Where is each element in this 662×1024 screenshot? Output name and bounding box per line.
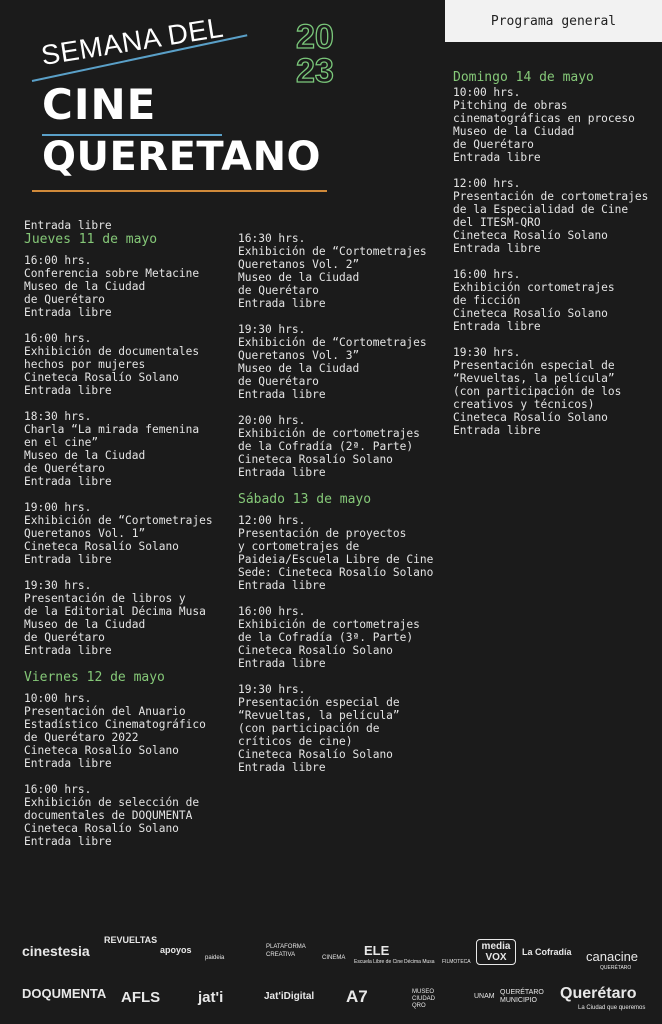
event-line: críticos de cine) — [238, 735, 353, 748]
event-item — [24, 783, 234, 848]
event-line: Entrada libre — [24, 757, 112, 770]
event-time: 16:30 hrs. — [238, 232, 306, 245]
event-line: Paideia/Escuela Libre de Cine — [238, 553, 434, 566]
logo-ele: ELE — [364, 943, 390, 958]
event-line: Cineteca Rosalío Solano — [24, 371, 179, 384]
event-line: Entrada libre — [24, 306, 112, 319]
event-line: de Querétaro — [238, 284, 319, 297]
event-time: 18:30 hrs. — [24, 410, 92, 423]
event-line: Cineteca Rosalío Solano — [238, 748, 393, 761]
event-item — [24, 410, 234, 488]
event-item — [238, 605, 448, 670]
logo-cinestesia: cinestesia — [22, 943, 90, 959]
event-line: Cineteca Rosalío Solano — [24, 744, 179, 757]
event-time: 12:00 hrs. — [453, 177, 521, 190]
event-item — [453, 86, 662, 164]
event-line: del ITESM-QRO — [453, 216, 541, 229]
event-time: 16:00 hrs. — [453, 268, 521, 281]
event-line: Museo de la Ciudad — [453, 125, 575, 138]
event-line: Presentación del Anuario — [24, 705, 186, 718]
event-time: 16:00 hrs. — [238, 605, 306, 618]
event-line: de la Especialidad de Cine — [453, 203, 629, 216]
logo-queretaro-caption: La Ciudad que queremos — [578, 1005, 646, 1011]
event-line: Entrada libre — [238, 297, 326, 310]
sponsor-logos — [0, 925, 662, 1024]
event-line: Charla “La mirada femenina — [24, 423, 200, 436]
logo-a7: A7 — [346, 987, 368, 1006]
event-line: y cortometrajes de — [238, 540, 360, 553]
logo-queretaro-municipio: QUERÉTARO MUNICIPIO — [500, 989, 544, 1004]
event-item — [24, 332, 234, 397]
event-item — [238, 414, 448, 479]
event-line: de Querétaro — [24, 462, 105, 475]
logo-revueltas: REVUELTAS — [104, 935, 158, 945]
event-line: Exhibición de cortometrajes — [238, 427, 420, 440]
event-line: Exhibición de cortometrajes — [238, 618, 420, 631]
event-time: 12:00 hrs. — [238, 514, 306, 527]
logo-afls: AFLS — [121, 989, 161, 1006]
logo-unam: UNAM — [474, 993, 495, 1000]
event-line: Estadístico Cinematográfico — [24, 718, 206, 731]
event-line: Entrada libre — [24, 553, 112, 566]
event-line: Cineteca Rosalío Solano — [24, 822, 179, 835]
event-line: Exhibición cortometrajes — [453, 281, 615, 294]
event-line: Museo de la Ciudad — [238, 271, 360, 284]
event-line: Presentación especial de — [238, 696, 400, 709]
logo-ele-caption: Escuela Libre de Cine — [354, 959, 403, 965]
event-item — [453, 177, 662, 255]
event-item — [24, 254, 234, 319]
program-tab[interactable]: Programa general — [445, 0, 662, 42]
event-line: de ficción — [453, 294, 521, 307]
logo-cinema: CINEMA — [322, 955, 346, 961]
logo-jati: jat'i — [198, 989, 224, 1006]
event-line: Entrada libre — [24, 384, 112, 397]
logo-plataforma-creativa: PLATAFORMA CREATIVA — [266, 944, 306, 958]
event-line: Entrada libre — [453, 320, 541, 333]
event-line: Entrada libre — [24, 644, 112, 657]
logo-la-cofradia: La Cofradía — [522, 947, 572, 957]
event-item — [24, 579, 234, 657]
event-line: Cineteca Rosalío Solano — [238, 644, 393, 657]
title-line-2: CINE — [42, 80, 157, 129]
event-line: documentales de DOQUMENTA — [24, 809, 193, 822]
event-item — [453, 268, 662, 333]
title-line-1: SEMANA DEL — [38, 11, 226, 72]
event-line: hechos por mujeres — [24, 358, 146, 371]
event-line: de Querétaro — [24, 293, 105, 306]
logo-canacine-caption: QUERÉTARO — [600, 965, 632, 971]
logo-media-vox: media VOX — [476, 939, 516, 965]
logo-jati-digital: Jat'iDigital — [264, 991, 315, 1002]
event-item — [453, 346, 662, 437]
intro-text: Entrada libre — [24, 219, 112, 232]
title-accent-line-3 — [32, 190, 327, 192]
event-line: en el cine” — [24, 436, 99, 449]
event-line: Presentación de libros y — [24, 592, 186, 605]
event-line: Queretanos Vol. 1” — [24, 527, 146, 540]
event-item — [238, 323, 448, 401]
event-line: cinematográficas en proceso — [453, 112, 635, 125]
event-line: Sede: Cineteca Rosalío Solano — [238, 566, 434, 579]
logo-paideia: paideia — [205, 955, 225, 961]
event-line: Presentación de cortometrajes — [453, 190, 649, 203]
event-line: Museo de la Ciudad — [24, 280, 146, 293]
event-line: Cineteca Rosalío Solano — [453, 411, 608, 424]
logo-filmoteca: FILMOTECA — [442, 959, 471, 965]
event-line: Museo de la Ciudad — [24, 449, 146, 462]
event-line: Museo de la Ciudad — [238, 362, 360, 375]
event-line: Entrada libre — [24, 835, 112, 848]
year-bottom: 23 — [296, 52, 334, 90]
event-line: de la Editorial Décima Musa — [24, 605, 206, 618]
day-heading-viernes: Viernes 12 de mayo — [24, 670, 165, 685]
column-3 — [453, 70, 662, 450]
event-line: Queretanos Vol. 3” — [238, 349, 360, 362]
event-line: Entrada libre — [238, 761, 326, 774]
event-line: Exhibición de “Cortometrajes — [238, 336, 427, 349]
event-time: 20:00 hrs. — [238, 414, 306, 427]
event-line: de Querétaro — [238, 375, 319, 388]
event-line: Presentación especial de — [453, 359, 615, 372]
event-line: Presentación de proyectos — [238, 527, 407, 540]
column-2 — [238, 232, 448, 787]
day-heading-sabado: Sábado 13 de mayo — [238, 492, 372, 507]
day-heading-domingo: Domingo 14 de mayo — [453, 70, 594, 85]
event-line: Entrada libre — [453, 242, 541, 255]
event-time: 19:30 hrs. — [24, 579, 92, 592]
event-time: 19:30 hrs. — [238, 323, 306, 336]
event-line: Queretanos Vol. 2” — [238, 258, 360, 271]
event-line: (con participación de los — [453, 385, 622, 398]
event-time: 19:00 hrs. — [24, 501, 92, 514]
event-line: de la Cofradía (3ª. Parte) — [238, 631, 414, 644]
logo-museo-ciudad: MUSEO CIUDAD QRO — [412, 989, 436, 1009]
logo-decima-musa: Décima Musa — [404, 959, 435, 965]
event-time: 10:00 hrs. — [24, 692, 92, 705]
event-line: Museo de la Ciudad — [24, 618, 146, 631]
event-item — [238, 232, 448, 310]
event-line: Conferencia sobre Metacine — [24, 267, 200, 280]
event-time: 10:00 hrs. — [453, 86, 521, 99]
column-1 — [24, 219, 234, 861]
event-item — [238, 514, 448, 592]
event-line: Entrada libre — [238, 388, 326, 401]
event-line: Cineteca Rosalío Solano — [453, 229, 608, 242]
event-line: Exhibición de documentales — [24, 345, 200, 358]
logo-apoyos: apoyos — [160, 945, 192, 955]
event-line: “Revueltas, la película” — [238, 709, 400, 722]
event-time: 19:30 hrs. — [453, 346, 521, 359]
event-line: Cineteca Rosalío Solano — [238, 453, 393, 466]
event-time: 19:30 hrs. — [238, 683, 306, 696]
event-line: Entrada libre — [453, 151, 541, 164]
logo-queretaro: Querétaro — [560, 985, 637, 1002]
event-line: creativos y técnicos) — [453, 398, 595, 411]
logo-canacine: canacine — [586, 949, 639, 964]
event-time: 16:00 hrs. — [24, 332, 92, 345]
event-line: “Revueltas, la película” — [453, 372, 615, 385]
event-line: de la Cofradía (2ª. Parte) — [238, 440, 414, 453]
event-line: Cineteca Rosalío Solano — [453, 307, 608, 320]
festival-title — [32, 11, 334, 197]
event-line: Entrada libre — [238, 579, 326, 592]
event-line: Entrada libre — [453, 424, 541, 437]
year-top: 20 — [296, 18, 334, 56]
event-item — [24, 501, 234, 566]
event-time: 16:00 hrs. — [24, 783, 92, 796]
event-line: (con participación de — [238, 722, 380, 735]
event-line: Exhibición de “Cortometrajes — [238, 245, 427, 258]
event-line: de Querétaro 2022 — [24, 731, 139, 744]
event-line: Pitching de obras — [453, 99, 568, 112]
event-line: de Querétaro — [453, 138, 534, 151]
day-heading-jueves: Jueves 11 de mayo — [24, 232, 158, 247]
event-item — [238, 683, 448, 774]
year-label — [296, 20, 334, 88]
event-line: Exhibición de “Cortometrajes — [24, 514, 213, 527]
event-line: Exhibición de selección de — [24, 796, 200, 809]
event-time: 16:00 hrs. — [24, 254, 92, 267]
event-line: Entrada libre — [238, 466, 326, 479]
logo-doqumenta: DOQUMENTA — [22, 986, 107, 1001]
event-line: Entrada libre — [238, 657, 326, 670]
title-line-3: QUERETANO — [42, 134, 322, 180]
event-line: de Querétaro — [24, 631, 105, 644]
event-line: Entrada libre — [24, 475, 112, 488]
event-item — [24, 692, 234, 770]
event-line: Cineteca Rosalío Solano — [24, 540, 179, 553]
